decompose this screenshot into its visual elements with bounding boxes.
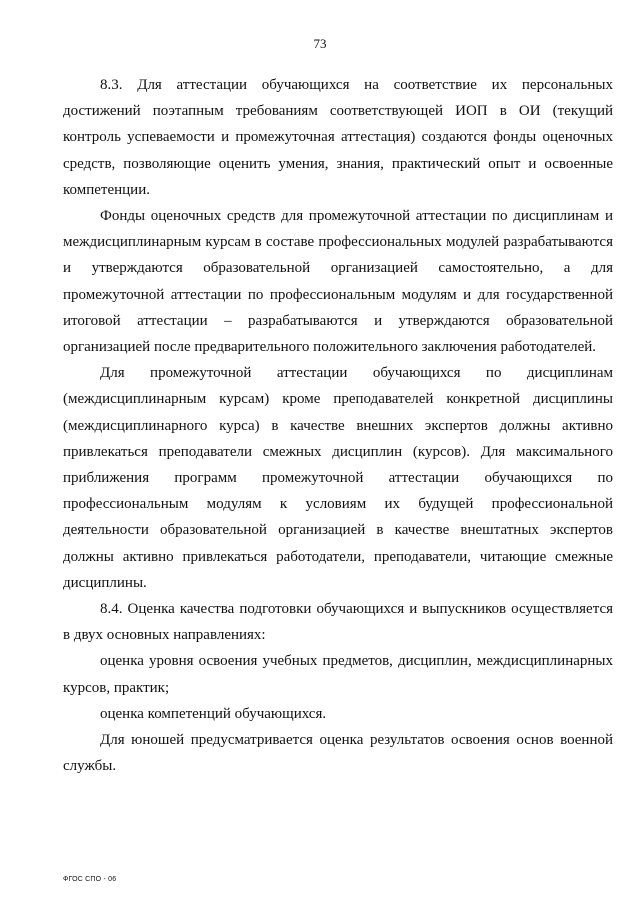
footer-label: ФГОС СПО - 06 (63, 876, 117, 883)
paragraph-competency-assessment: оценка компетенций обучающихся. (100, 705, 327, 722)
paragraph-8-3: 8.3. Для аттестации обучающихся на соответствие их персональных достижений поэтапным требованиям соответствующей ИОП в ОИ (текущий контроль успеваемости и промежуточная аттестация) создаются фонды оценочных средств, позволяющие оценить умения, знания, практический опыт и освоенные компетенции. (63, 77, 613, 198)
paragraph-subjects-assessment: оценка уровня освоения учебных предметов, дисциплин, междисциплинарных курсов, практик; (63, 653, 613, 696)
paragraph-military-service: Для юношей предусматривается оценка результатов освоения основ военной службы. (63, 732, 613, 775)
document-body (63, 72, 613, 779)
page-number: 73 (313, 36, 327, 51)
paragraph-8-4: 8.4. Оценка качества подготовки обучающихся и выпускников осуществляется в двух основных направлениях: (63, 601, 613, 644)
paragraph-external-experts: Для промежуточной аттестации обучающихся по дисциплинам (междисциплинарным курсам) кроме преподавателей конкретной дисциплины (междисциплинарного курса) в качестве внешних экспертов должны активно привлекаться преподаватели смежных дисциплин (курсов). Для максимального приближения программ промежуточной аттестации обучающихся по профессиональным модулям к условиям их будущей профессиональной деятельности образовательной организацией в качестве внештатных экспертов должны активно привлекаться работодатели, преподаватели, читающие смежные дисциплины. (63, 365, 613, 591)
paragraph-assessment-funds: Фонды оценочных средств для промежуточной аттестации по дисциплинам и междисциплинарным курсам в составе профессиональных модулей разрабатываются и утверждаются образовательной организацией самостоятельно, а для промежуточной аттестации по профессиональным модулям и для государственной итоговой аттестации – разрабатываются и утверждаются образовательной организацией после предварительного положительного заключения работодателей. (63, 208, 613, 356)
